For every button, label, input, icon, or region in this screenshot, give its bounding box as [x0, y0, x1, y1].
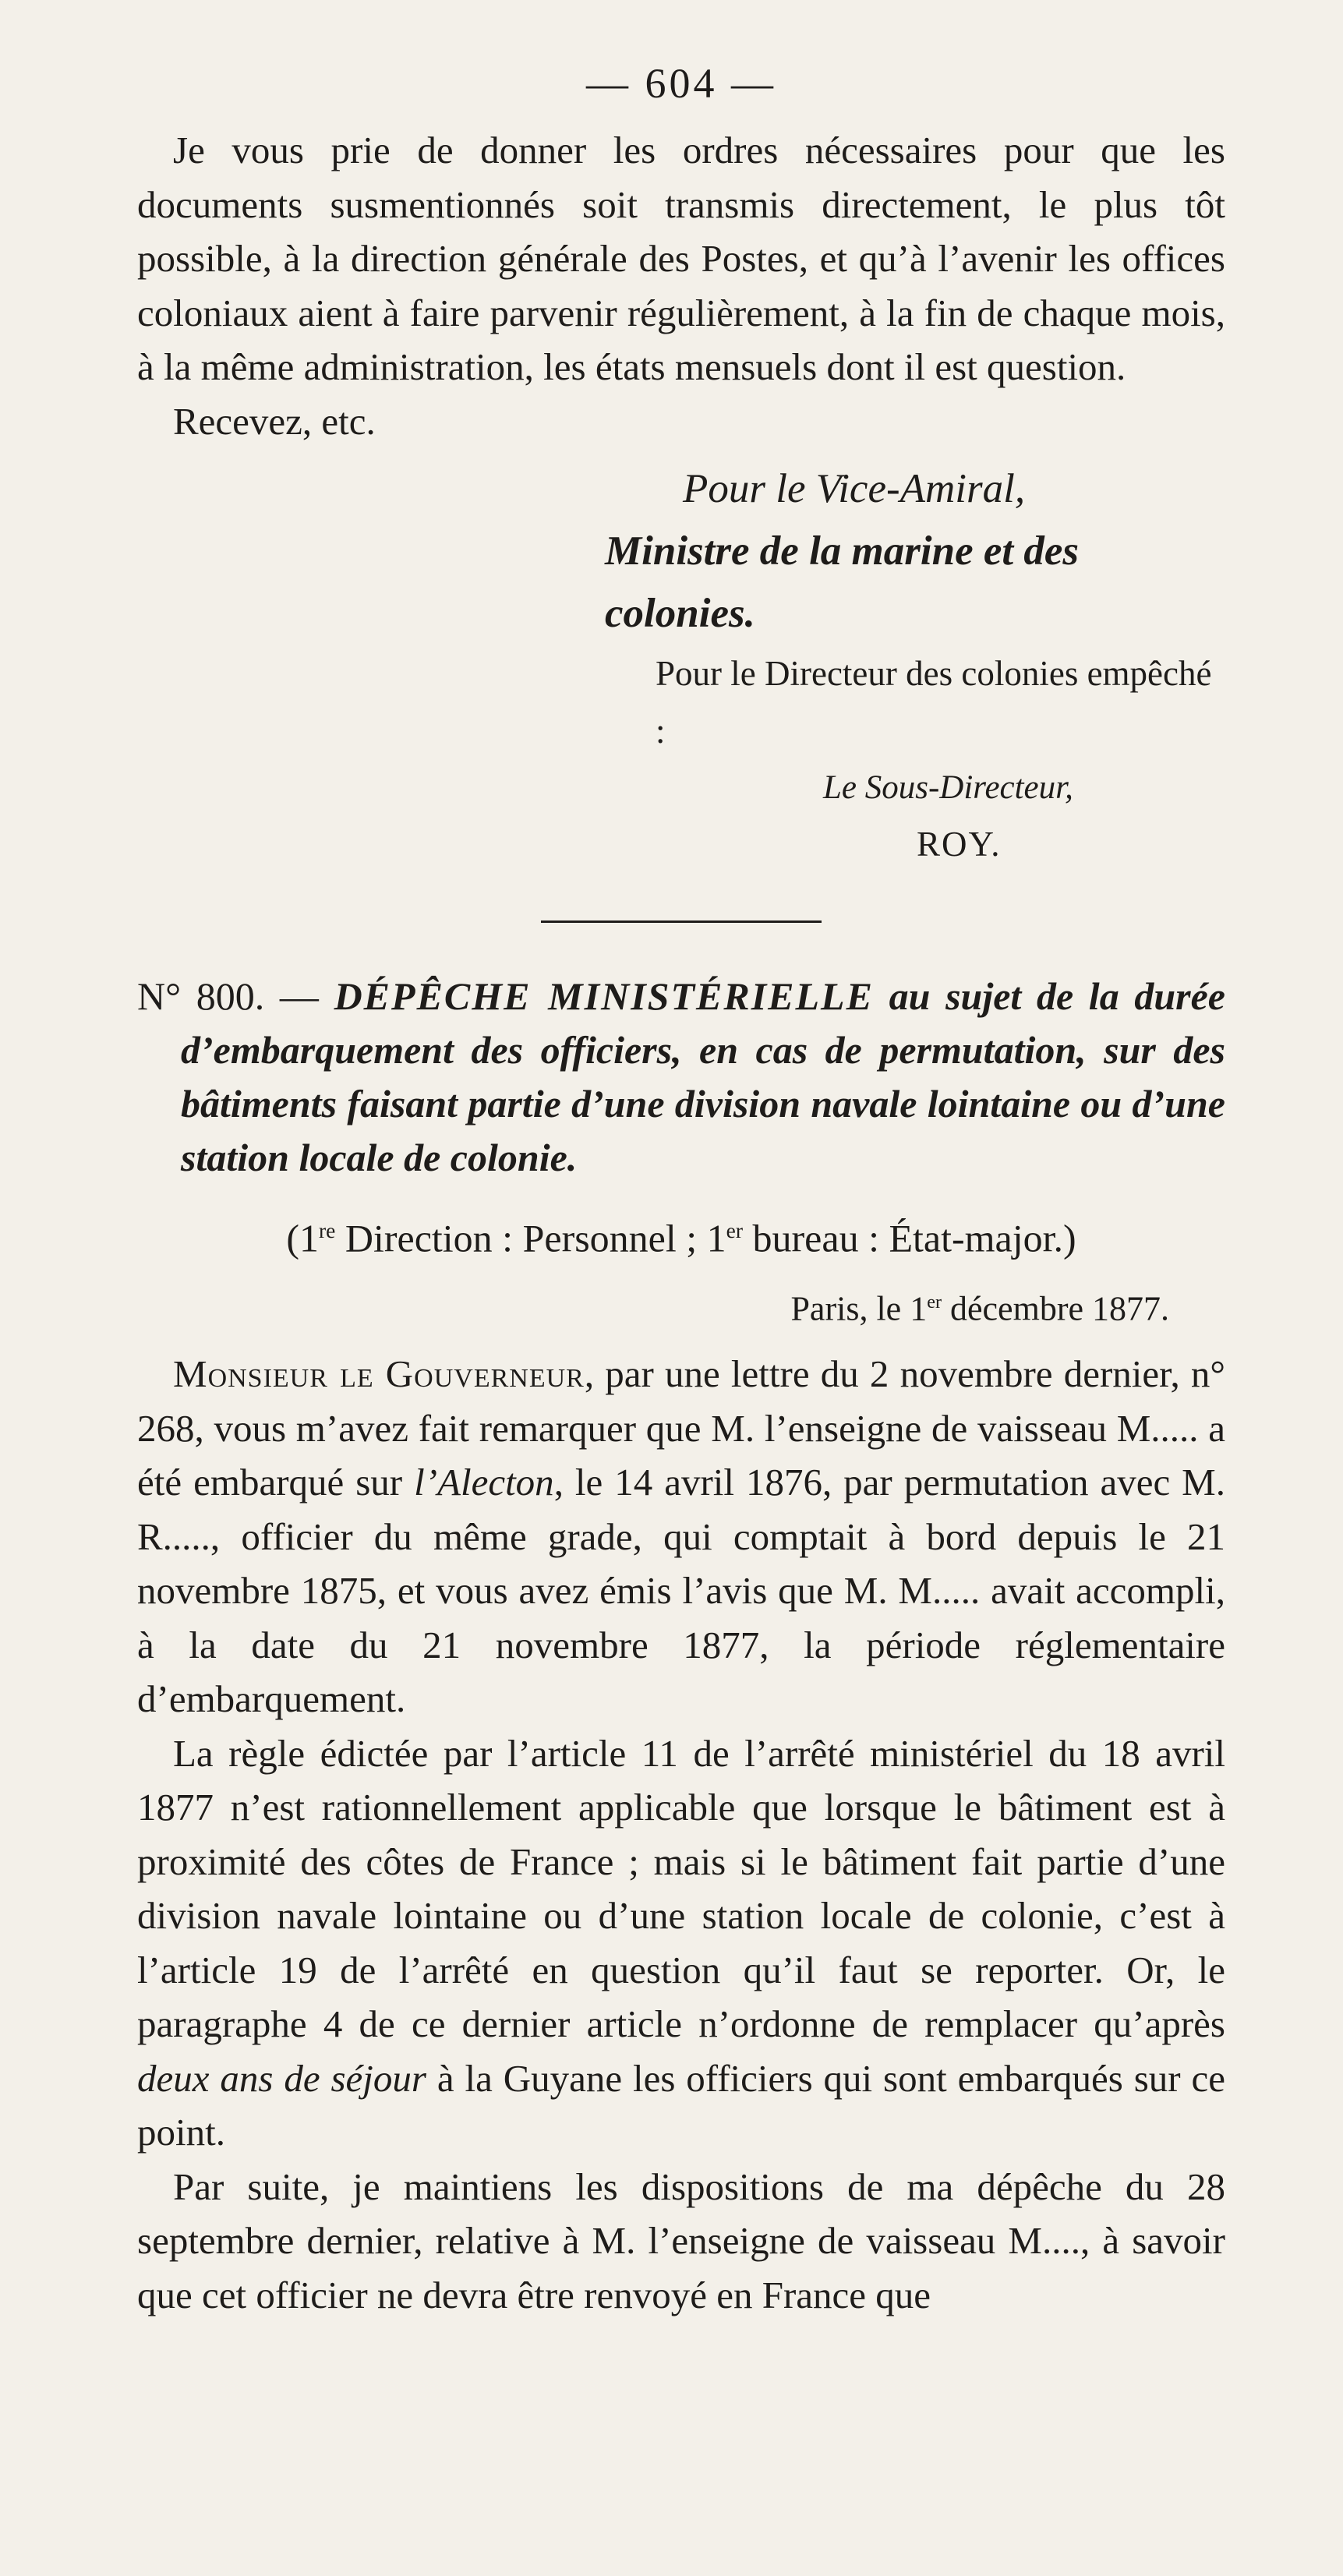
direction-line: [137, 1196, 1225, 1274]
direction-text-1: (1: [286, 1216, 319, 1260]
document-number: N° 800. —: [137, 974, 319, 1018]
date-text-1: Paris, le 1: [790, 1289, 928, 1328]
paragraph-1-text-a: , par une lettre du 2 novembre dernier, n° 268, vous m’avez fait remarquer que M. l’enseigne de vaisseau M..... a été embarqué sur: [137, 1352, 1225, 1504]
paragraph-2-text-a: La règle édictée par l’article 11 de l’arrêté ministériel du 18 avril 1877 n’est rationnellement applicable que lorsque le bâtiment est à proximité des côtes de France ; mais si le bâtiment fait partie d’une division navale lointaine ou d’une station locale de colonie, c’est à l’article 19 de l’arrêté en question qu’il faut se reporter. Or, le paragraphe 4 de ce dernier article n’ordonne de remplacer qu’après: [137, 1731, 1225, 2046]
letter-paragraph-3: Par suite, je maintiens les dispositions de ma dépêche du 28 septembre dernier, relative à M. l’enseigne de vaisseau M...., à savoir que cet officier ne devra être renvoyé en France que: [137, 2164, 1225, 2316]
document-subject: au sujet de la durée d’embarquement des officiers, en cas de permutation, sur des bâtiments faisant partie d’une division navale lointaine ou d’une station locale de colonie.: [181, 974, 1226, 1179]
direction-sup-2: er: [726, 1218, 744, 1242]
ship-name: l’Alecton: [414, 1461, 554, 1504]
signature-line-1: Pour le Vice-Amiral,: [683, 466, 1026, 511]
paragraph-1-text-b: , le 14 avril 1876, par permutation avec M. R....., officier du même grade, qui comptait à bord depuis le 21 novembre 1875, et vous avez émis l’avis que M. M..... avait accompli, à la date du 21 novembre 1877, la période réglementaire d’embarquement.: [137, 1461, 1225, 1721]
signature-line-3: Pour le Directeur des colonies empêché :: [656, 654, 1212, 751]
date-line: [137, 1274, 1225, 1338]
salutation: Monsieur le Gouverneur: [173, 1352, 585, 1396]
signature-block: [137, 458, 1225, 872]
direction-text-2: Direction : Personnel ; 1: [335, 1216, 726, 1260]
signature-line-4: Le Sous-Directeur,: [823, 769, 1073, 806]
page-number: — 604 —: [586, 60, 776, 107]
letter-paragraph-1: [137, 1347, 1225, 1726]
document-title: DÉPÊCHE MINISTÉRIELLE: [334, 974, 874, 1018]
date-text-2: décembre 1877.: [942, 1289, 1169, 1328]
date-sup: er: [927, 1291, 942, 1313]
direction-sup-1: re: [318, 1218, 336, 1242]
section-divider: [541, 921, 822, 923]
document-heading: [137, 970, 1225, 1185]
direction-text-3: bureau : État-major.): [743, 1216, 1076, 1260]
paragraph-2-text-b: à la Guyane les officiers qui sont embarqués sur ce point.: [137, 2056, 1225, 2154]
text-column: [137, 55, 1225, 2322]
signature-name: ROY.: [917, 825, 1002, 864]
paragraph-2-emphasis: deux ans de séjour: [137, 2056, 426, 2100]
top-paragraph: Je vous prie de donner les ordres nécessaires pour que les documents susmentionnés soit transmis directement, le plus tôt possible, à la direction générale des Postes, et qu’à l’avenir les offices coloniaux aient à faire parvenir régulièrement, à la fin de chaque mois, à la même administration, les états mensuels dont il est question.: [137, 129, 1225, 388]
closing-formula: Recevez, etc.: [173, 399, 376, 443]
signature-line-2: Ministre de la marine et des colonies.: [605, 528, 1080, 636]
letter-paragraph-2: [137, 1726, 1225, 2160]
